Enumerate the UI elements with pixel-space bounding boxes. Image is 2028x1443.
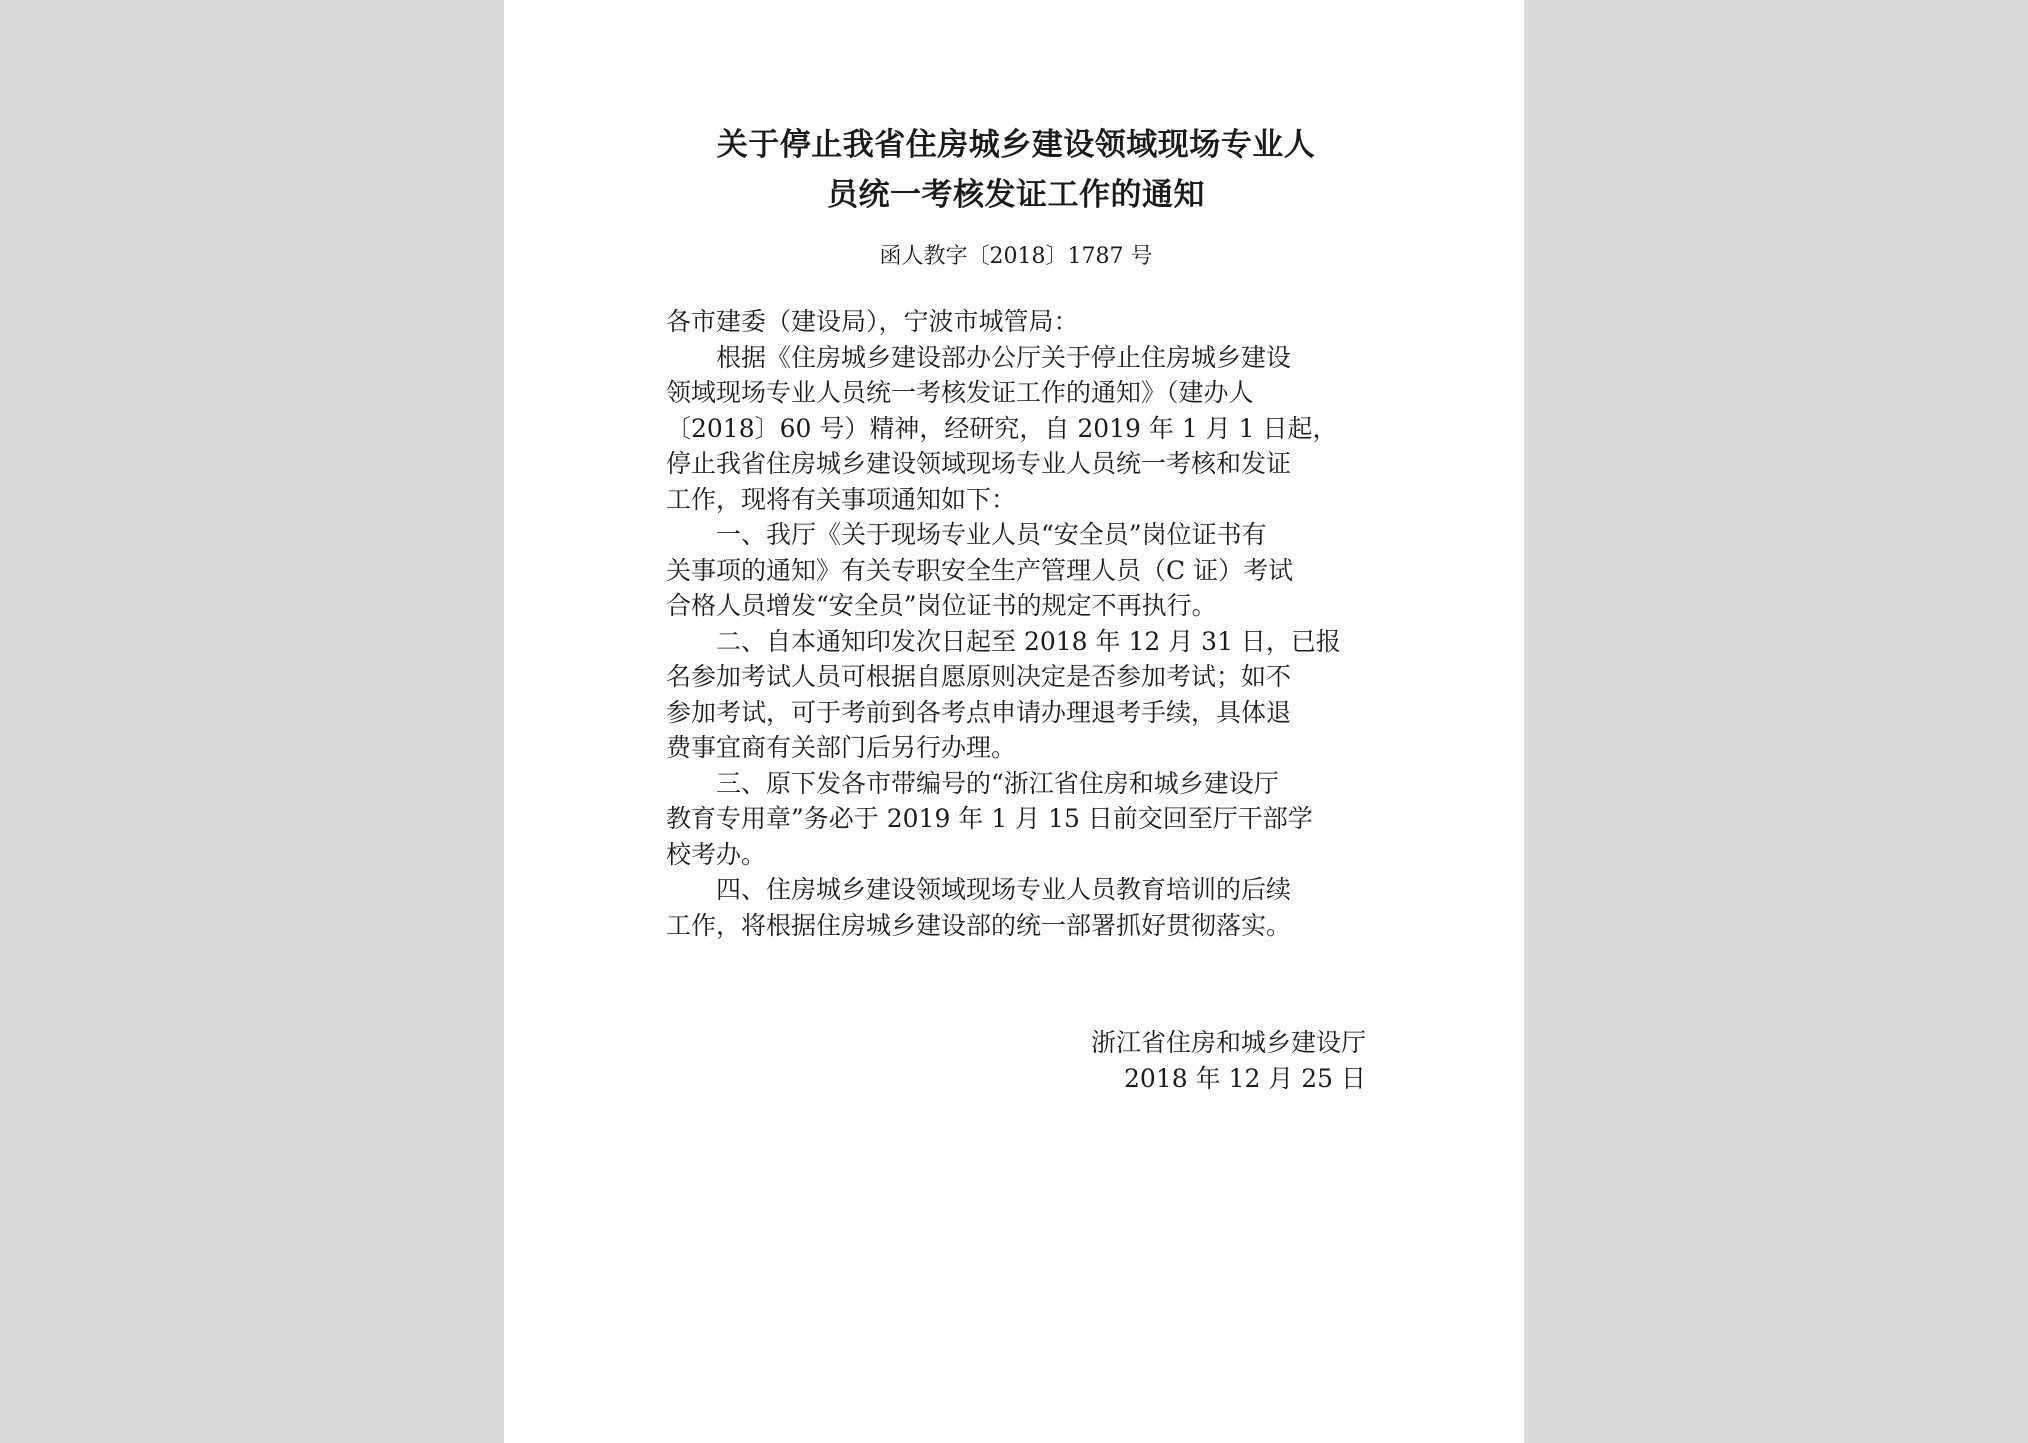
document-number: 函人教字〔2018〕1787 号 <box>879 244 1153 269</box>
item-three-line: 三、原下发各市带编号的“浙江省住房和城乡建设厅 <box>716 768 1279 798</box>
document-title <box>666 120 1366 220</box>
body-line: 停止我省住房城乡建设领域现场专业人员统一考核和发证 <box>666 449 1292 478</box>
signature-date: 2018 年 12 月 25 日 <box>1124 1064 1366 1093</box>
body-line: 〔2018〕60 号）精神，经研究，自 2019 年 1 月 1 日起， <box>666 413 1338 443</box>
signature-organization: 浙江省住房和城乡建设厅 <box>1090 1028 1366 1057</box>
item-two-line: 参加考试，可于考前到各考点申请办理退考手续，具体退 <box>666 697 1292 727</box>
item-two-line: 名参加考试人员可根据自愿原则决定是否参加考试；如不 <box>666 662 1292 691</box>
item-one-line: 一、我厅《关于现场专业人员“安全员”岗位证书有 <box>716 520 1267 549</box>
body-line: 领域现场专业人员统一考核发证工作的通知》（建办人 <box>666 378 1254 407</box>
item-four-line: 工作，将根据住房城乡建设部的统一部署抓好贯彻落实。 <box>666 910 1292 940</box>
body-line: 工作，现将有关事项通知如下： <box>666 484 1017 514</box>
document-page <box>504 0 1524 1443</box>
item-three-line: 教育专用章”务必于 2019 年 1 月 15 日前交回至厅干部学 <box>666 804 1313 833</box>
item-two-line: 二、自本通知印发次日起至 2018 年 12 月 31 日，已报 <box>716 626 1341 656</box>
item-one-line: 关事项的通知》有关专职安全生产管理人员（C 证）考试 <box>666 555 1294 585</box>
item-two-line: 费事宜商有关部门后另行办理。 <box>666 733 1017 762</box>
title-line-1: 关于停止我省住房城乡建设领域现场专业人 <box>716 127 1316 163</box>
salutation: 各市建委（建设局），宁波市城管局： <box>666 307 1079 336</box>
signature-block <box>1091 1025 1366 1097</box>
item-four-line: 四、住房城乡建设领域现场专业人员教育培训的后续 <box>716 875 1292 904</box>
item-three-line: 校考办。 <box>666 839 767 869</box>
item-one-line: 合格人员增发“安全员”岗位证书的规定不再执行。 <box>666 591 1217 620</box>
title-line-2: 员统一考核发证工作的通知 <box>827 177 1205 213</box>
body-line: 根据《住房城乡建设部办公厅关于停止住房城乡建设 <box>716 342 1292 372</box>
document-content <box>666 120 1366 1093</box>
document-body <box>666 304 1366 943</box>
